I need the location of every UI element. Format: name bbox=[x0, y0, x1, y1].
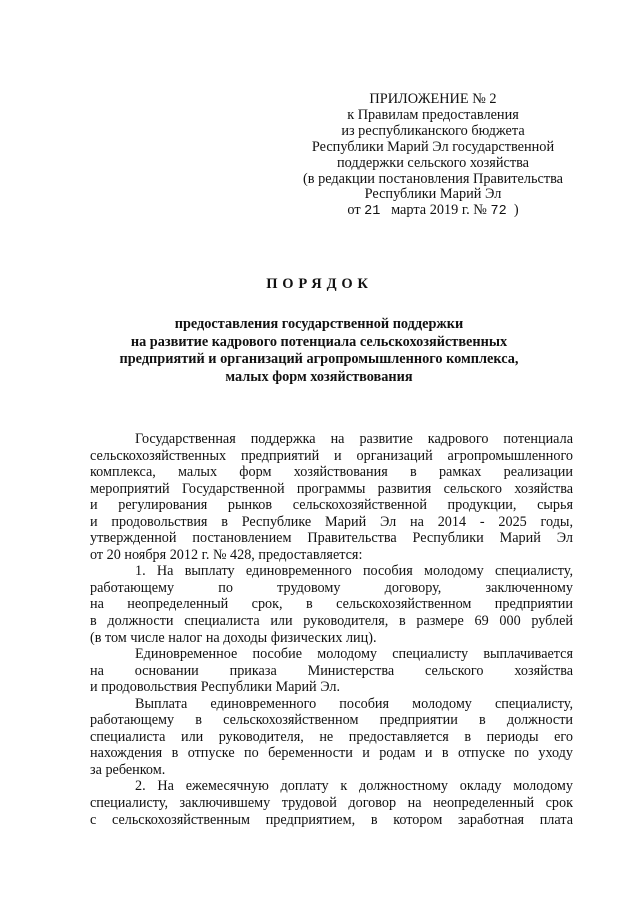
body-line: Государственная поддержка на развитие кадрового потенциала bbox=[135, 431, 573, 447]
body-line: за ребенком. bbox=[90, 761, 166, 778]
date-month-year: марта 2019 г. № bbox=[391, 202, 487, 219]
body-paragraph bbox=[90, 563, 573, 646]
body-line: нахождения в отпуске по беременности и родам и в отпуске по уходу bbox=[90, 745, 573, 762]
appendix-line: Республики Марий Эл государственной bbox=[311, 138, 555, 155]
appendix-date-line bbox=[300, 203, 566, 220]
date-suffix: ) bbox=[513, 202, 519, 219]
document-body bbox=[90, 431, 573, 828]
body-line: на основании приказа Министерства сельского хозяйства bbox=[90, 662, 573, 679]
date-prefix: от bbox=[347, 202, 361, 219]
body-line: работающему по трудовому договору, заключенному bbox=[90, 579, 573, 596]
body-line: от 20 ноября 2012 г. № 428, предоставляется: bbox=[90, 546, 363, 563]
body-line: в должности специалиста или руководителя, в размере 69 000 рублей bbox=[90, 613, 573, 630]
subtitle-line: предприятий и организаций агропромышленного комплекса, bbox=[119, 351, 519, 367]
body-line: мероприятий Государственной программы развития сельского хозяйства bbox=[90, 480, 573, 497]
body-line: Выплата единовременного пособия молодому специалисту, bbox=[135, 695, 573, 712]
subtitle-line: предоставления государственной поддержки bbox=[174, 316, 464, 332]
appendix-line: ПРИЛОЖЕНИЕ № 2 bbox=[369, 91, 497, 107]
body-paragraph bbox=[90, 696, 573, 779]
date-day: 21 bbox=[364, 204, 381, 220]
appendix-line: (в редакции постановления Правительства bbox=[302, 170, 564, 187]
body-line: комплекса, малых форм хозяйствования в рамках реализации bbox=[90, 464, 573, 481]
body-line: с сельскохозяйственным предприятием, в котором заработная плата bbox=[90, 811, 573, 828]
body-line: и продовольствия Республики Марий Эл. bbox=[90, 679, 341, 696]
body-line: утвержденной постановлением Правительства Республики Марий Эл bbox=[90, 530, 573, 547]
appendix-header bbox=[300, 92, 566, 220]
body-line: сельскохозяйственных предприятий и организаций агропромышленного bbox=[90, 447, 573, 464]
body-paragraph bbox=[90, 646, 573, 696]
body-line: 2. На ежемесячную доплату к должностному окладу молодому bbox=[135, 778, 573, 795]
document-title: ПОРЯДОК bbox=[266, 276, 373, 292]
document-subtitle bbox=[80, 316, 558, 386]
body-line: специалисту, заключившему трудовой договор на неопределенный срок bbox=[90, 795, 573, 812]
appendix-line: поддержки сельского хозяйства bbox=[336, 154, 530, 171]
appendix-line: Республики Марий Эл bbox=[364, 186, 502, 203]
body-line: 1. На выплату единовременного пособия молодому специалисту, bbox=[135, 563, 573, 580]
appendix-line: из республиканского бюджета bbox=[341, 122, 525, 139]
body-line: на неопределенный срок, в сельскохозяйственном предприятии bbox=[90, 596, 573, 613]
body-line: и регулирования рынков сельскохозяйственной продукции, сырья bbox=[90, 497, 573, 514]
body-paragraph bbox=[90, 778, 573, 828]
subtitle-line: малых форм хозяйствования bbox=[225, 368, 413, 385]
body-line: Единовременное пособие молодому специалисту выплачивается bbox=[135, 646, 573, 663]
appendix-line: к Правилам предоставления bbox=[347, 106, 519, 123]
body-line: работающему в сельскохозяйственном предприятии в должности bbox=[90, 712, 573, 729]
body-line: и продовольствия в Республике Марий Эл на 2014 - 2025 годы, bbox=[90, 513, 573, 530]
body-line: (в том числе налог на доходы физических лиц). bbox=[90, 629, 377, 646]
body-line: специалиста или руководителя, не предоставляется в периоды его bbox=[90, 728, 573, 745]
body-paragraph bbox=[90, 431, 573, 563]
date-number: 72 bbox=[490, 204, 507, 220]
subtitle-line: на развитие кадрового потенциала сельскохозяйственных bbox=[130, 333, 508, 350]
